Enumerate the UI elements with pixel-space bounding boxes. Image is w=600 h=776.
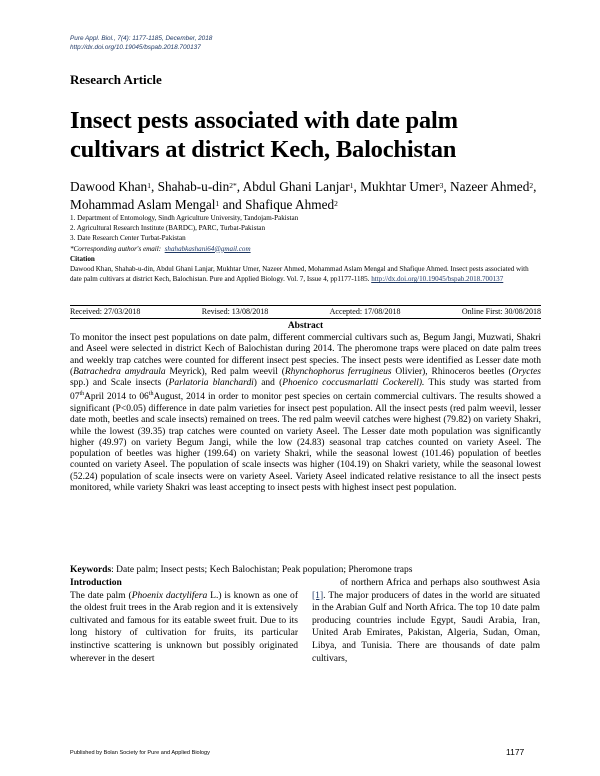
abstract-text: Meyrick), Red palm weevil ( (165, 366, 285, 377)
corresponding-email-link[interactable]: shahabkashani64@gmail.com (164, 244, 251, 253)
date-accepted: Accepted: 17/08/2018 (329, 307, 401, 316)
journal-citation: Pure Appl. Biol., 7(4): 1177-1185, December, 2018 (70, 35, 213, 42)
species-name: Phoenico coccusmarlatti Cockerell). (282, 378, 425, 389)
author-name: Abdul Ghani Lanjar (242, 179, 350, 194)
affiliation-item: 1. Department of Entomology, Sindh Agriculture University, Tandojam-Pakistan (70, 214, 299, 222)
intro-text: . The major producers of dates in the world are situated in the Arabian Gulf and North Africa. The top 10 date palm producing countries include Egypt, Saudi Arabia, Iran, United Arab Emirates, Pakistan, Algeria, Sudan, Oman, Libya, and Tunisia. There are thousands of date palm cultivars, (312, 589, 540, 664)
author-list: Dawood Khan$^1$, Shahab-u-din$^{2*}$, Abdul Ghani Lanjar$^1$, Mukhtar Umer$^3$, Nazeer Ahmed$^2$, Mohammad Aslam Mengal$^1$ and Shafique Ahmed$^2$ (70, 179, 537, 212)
date-revised: Revised: 13/08/2018 (201, 307, 269, 316)
author-affil-mark: 1 (349, 181, 354, 190)
abstract-text: Olivier), Rhinoceros beetles ( (391, 366, 512, 377)
intro-heading: Introduction (70, 577, 122, 588)
author-affil-mark: 1 (215, 198, 220, 208)
affiliations-block (70, 213, 540, 284)
author-name: Nazeer Ahmed (449, 179, 530, 194)
species-name: Batrachedra amydraula (73, 366, 166, 377)
intro-column-right (312, 577, 540, 665)
species-name: Oryctes (511, 366, 541, 377)
article-dates (70, 307, 541, 317)
author-name: Mukhtar Umer (360, 179, 440, 194)
author-name: Mohammad Aslam Mengal (70, 196, 216, 212)
abstract-text: August, 2014 in order to monitor pest species on certain commercial cultivars. The results showed a significant (P<0.05) difference in date palm varieties for insect pest population. All the insect pests (red palm weevil, lesser date moth, beetles and scale insects) remained on trees. The red palm weevil catches were highest (79.82) on variety Shakri, while the lowest (39.35) trap catches were counted on variety Aseel. The Lesser date moth population was significantly higher (49.97) on variety Begum Jangi, while the low (24.83) seasonal trap catches counted on variety Aseel. The population of beetles was higher (199.64) on variety Shakri, while the seasonal lowest (101.46) population of beetles counted on variety Aseel. The population of scale insects was higher (104.19) on Shakri variety, while the seasonal lowest (52.24) population of scale insects were on variety Aseel. Variety Aseel indicated relative resistance to all the insect pests monitored, while variety Shakri was least accepting to insect pests with highest insect pest population. (70, 392, 542, 493)
journal-header (70, 34, 212, 52)
affiliation-item: 2. Agricultural Research Institute (BARDC), PARC, Turbat-Pakistan (70, 224, 266, 233)
divider-top (70, 305, 541, 306)
author-affil-mark: 2 (529, 181, 534, 190)
citation-doi-link[interactable]: http://dx.doi.org/10.19045/bspab.2018.700137 (371, 275, 504, 284)
intro-text: L.) is known as one of the oldest fruit trees in the Arab region and it is extensively cultivated and famous for its eatable sweet fruit. Due to its long history of cultivation for fruits, its particular instinctive scattering is unknown but possibly originated wherever in the desert (70, 589, 299, 664)
intro-paragraph (70, 590, 298, 666)
author-affil-mark: 2 (334, 198, 338, 208)
author-affil-mark: 1 (147, 181, 151, 190)
author-name: Shafique Ahmed (245, 196, 335, 212)
date-online-first: Online First: 30/08/2018 (461, 307, 541, 316)
author-name: Dawood Khan (70, 179, 148, 194)
corresponding-label: *Corresponding author's email: (70, 244, 162, 253)
abstract-text: April 2014 to 06 (84, 392, 149, 403)
ordinal-suffix: th (148, 391, 154, 398)
keywords-text: : Date palm; Insect pests; Kech Balochistan; Peak population; Pheromone traps (111, 565, 413, 575)
author-affil-mark: 3 (439, 181, 444, 190)
article-type: Research Article (70, 72, 162, 87)
species-name: Parlatoria blanchardi (168, 378, 254, 389)
author-name: Shahab-u-din (157, 179, 230, 194)
keywords-line (70, 565, 541, 577)
date-received: Received: 27/03/2018 (70, 307, 141, 316)
species-name: Phoenix dactylifera (131, 589, 208, 601)
intro-text: The date palm ( (70, 589, 132, 601)
ordinal-suffix: th (79, 391, 85, 398)
authors-conjunction: and (222, 196, 242, 212)
divider-bottom (70, 318, 541, 319)
intro-text: of northern Africa and perhaps also southwest Asia (340, 577, 540, 588)
keywords-label: Keywords (70, 565, 112, 575)
citation-heading: Citation (70, 254, 95, 263)
author-affil-mark: 2* (229, 181, 237, 190)
paper-title: Insect pests associated with date palm cultivars at district Kech, Balochistan (70, 107, 458, 163)
abstract-text: ) and ( (253, 378, 283, 389)
species-name: Rhynchophorus ferrugineus (284, 366, 392, 377)
affiliation-item: 3. Date Research Center Turbat-Pakistan (70, 234, 186, 243)
footer-publisher: Published by Bolan Society for Pure and Applied Biology (70, 750, 210, 756)
intro-column-left (70, 577, 298, 665)
citation-text (70, 264, 540, 284)
page-number: 1177 (506, 747, 525, 757)
abstract-heading: Abstract (287, 321, 324, 331)
reference-link[interactable]: [1] (312, 589, 324, 601)
abstract-body (70, 333, 541, 494)
abstract-text: spp.) and Scale insects ( (70, 378, 169, 389)
abstract-text: To monitor the insect pest populations on date palm, different commercial cultivars such as, Begum Jangi, Muzwati, Shakri and Aseel were selected in district Kech of Balochistan during 2014. The pheromone traps were placed on date palm trees and weekly trap catches were counted for different insect pest species. The insect pests were identified as Lesser date moth ( (70, 333, 541, 377)
corresponding-author (70, 244, 540, 254)
citation-body: Dawood Khan, Shahab-u-din, Abdul Ghani Lanjar, Mukhtar Umer, Nazeer Ahmed, Mohammad Aslam Mengal and Shafique Ahmed. Insect pests associated with date palm cultivars at district Kech, Balochistan. Pure and Applied Biology. Vol. 7, Issue 4, pp1177-1185. (70, 265, 529, 284)
abstract-text: This study was started from 07 (70, 378, 541, 403)
journal-doi-link[interactable]: http://dx.doi.org/10.19045/bspab.2018.700137 (70, 44, 201, 51)
